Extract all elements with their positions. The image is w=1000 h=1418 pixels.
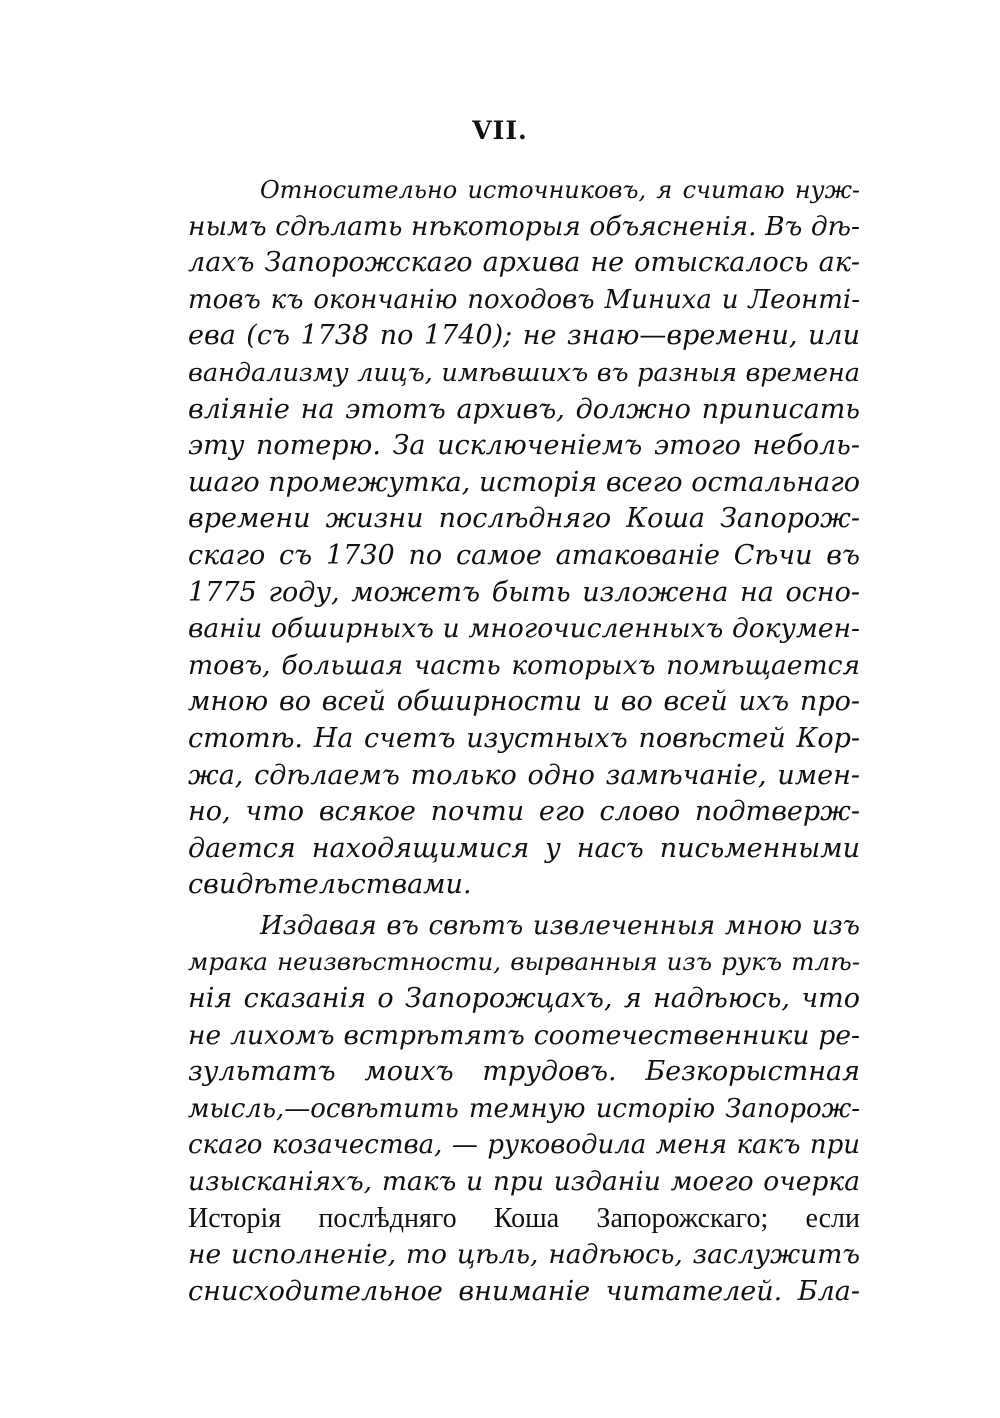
body-text: [188, 172, 860, 1310]
text-line: мысль,—освѣтить темную исторію Запорож-: [188, 1093, 860, 1124]
text-line: Издавая въ свѣтъ извлеченныя мною изъ: [260, 910, 860, 941]
text-line: жа, сдѣлаемъ только одно замѣчаніе, имен-: [188, 759, 860, 791]
text-line: ваніи обширныхъ и многочисленныхъ докумен-: [188, 613, 860, 645]
text-line: вліяніе на этотъ архивъ, должно приписать: [188, 393, 860, 425]
text-line: изысканіяхъ, такъ и при изданіи моего очерка: [188, 1166, 860, 1198]
text-line: стотѣ. На счетъ изустныхъ повѣстей Кор-: [188, 722, 860, 754]
text-line: времени жизни послѣдняго Коша Запорож-: [188, 503, 860, 535]
text-line: мрака неизвѣстности, вырванныя изъ рукъ тлѣ-: [188, 947, 860, 977]
text-line: не исполненіе, то цѣль, надѣюсь, заслужитъ: [188, 1239, 860, 1271]
text-line: мною во всей обширности и во всей ихъ про-: [188, 686, 860, 718]
text-line: нымъ сдѣлать нѣкоторыя объясненія. Въ дѣ-: [188, 210, 860, 242]
text-line: Относительно источниковъ, я считаю нуж-: [260, 176, 860, 204]
text-line: снисходительное вниманіе читателей. Бла-: [188, 1275, 860, 1307]
text-line: шаго промежутка, исторія всего остальнаго: [188, 466, 860, 498]
text-line: ева (съ 1738 по 1740); не знаю—времени, или: [188, 320, 860, 352]
text-line: свидѣтельствами.: [188, 869, 472, 901]
text-line: 1775 году, можетъ быть изложена на осно-: [188, 576, 860, 608]
text-line: скаго козачества, — руководила меня какъ при: [188, 1130, 860, 1161]
text-line: нія сказанія о Запорожцахъ, я надѣюсь, что: [188, 983, 860, 1015]
text-line: зультатъ моихъ трудовъ. Безкорыстная: [188, 1056, 860, 1088]
text-line: эту потерю. За исключеніемъ этого неболь-: [188, 430, 860, 462]
text-line: но, что всякое почти его слово подтверж-: [188, 796, 860, 828]
text-line: лахъ Запорожскаго архива не отыскалось ак-: [188, 247, 860, 279]
text-line: товъ къ окончанію походовъ Миниха и Леонті-: [188, 284, 860, 315]
text-line: дается находящимися у насъ письменными: [188, 832, 860, 864]
text-line: не лихомъ встрѣтятъ соотечественники ре-: [188, 1019, 860, 1051]
text-line-title: Исторія послѣдняго Коша Запорожскаго; если: [188, 1202, 860, 1234]
text-line: вандализму лицъ, имѣвшихъ въ разныя времена: [188, 357, 860, 388]
text-line: товъ, большая часть которыхъ помѣщается: [188, 649, 860, 681]
text-line: скаго съ 1730 по самое атакованіе Сѣчи въ: [188, 539, 860, 571]
page-number: VII.: [472, 116, 528, 145]
